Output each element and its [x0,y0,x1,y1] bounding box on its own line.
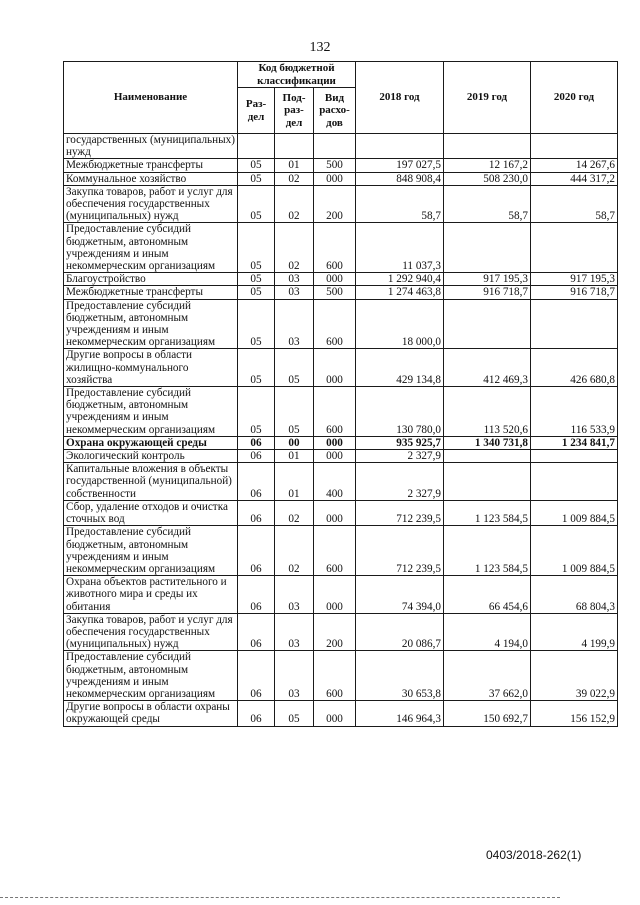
row-expense-type: 600 [314,651,356,701]
row-section: 06 [238,436,275,449]
row-value-2019: 4 194,0 [444,613,531,651]
row-section: 05 [238,299,275,349]
row-value-2020: 1 234 841,7 [531,436,618,449]
row-value-2018: 18 000,0 [356,299,444,349]
row-value-2019 [444,299,531,349]
row-section: 06 [238,576,275,614]
row-section: 06 [238,651,275,701]
row-name: Предоставление субсидий бюджетным, автономным учреждениям и иным некоммерческим организациям [64,387,238,437]
row-value-2019 [444,450,531,463]
row-value-2018: 20 086,7 [356,613,444,651]
table-row [64,349,618,387]
row-expense-type: 500 [314,286,356,299]
row-section: 05 [238,273,275,286]
row-value-2019: 66 454,6 [444,576,531,614]
row-name: Закупка товаров, работ и услуг для обеспечения государственных (муниципальных) нужд [64,613,238,651]
row-subsection [275,134,314,159]
row-value-2018: 2 327,9 [356,450,444,463]
row-subsection: 03 [275,299,314,349]
row-subsection: 03 [275,286,314,299]
row-name: Благоустройство [64,273,238,286]
row-section: 05 [238,172,275,185]
document-code: 0403/2018-262(1) [486,848,582,862]
row-expense-type: 000 [314,701,356,726]
row-value-2019: 58,7 [444,185,531,223]
row-value-2018: 74 394,0 [356,576,444,614]
table-row [64,172,618,185]
row-expense-type: 600 [314,387,356,437]
row-value-2020 [531,450,618,463]
row-value-2020 [531,299,618,349]
row-value-2019: 508 230,0 [444,172,531,185]
row-section: 06 [238,450,275,463]
row-value-2019 [444,134,531,159]
row-expense-type: 000 [314,450,356,463]
row-value-2020: 4 199,9 [531,613,618,651]
row-value-2018 [356,134,444,159]
row-subsection: 02 [275,185,314,223]
row-name: Предоставление субсидий бюджетным, автономным учреждениям и иным некоммерческим организациям [64,651,238,701]
page-number: 132 [309,40,331,55]
table-row [64,185,618,223]
row-value-2018: 712 239,5 [356,526,444,576]
row-value-2018: 1 274 463,8 [356,286,444,299]
row-value-2019: 412 469,3 [444,349,531,387]
table-row [64,436,618,449]
table-row [64,450,618,463]
row-name: Капитальные вложения в объекты государственной (муниципальной) собственности [64,463,238,501]
table-row [64,613,618,651]
row-value-2020 [531,134,618,159]
row-name: Межбюджетные трансферты [64,159,238,172]
row-subsection: 05 [275,387,314,437]
row-value-2018: 146 964,3 [356,701,444,726]
row-value-2019 [444,223,531,273]
row-value-2018: 2 327,9 [356,463,444,501]
row-value-2020: 39 022,9 [531,651,618,701]
row-value-2018: 429 134,8 [356,349,444,387]
row-subsection: 02 [275,526,314,576]
row-expense-type: 000 [314,576,356,614]
row-subsection: 05 [275,701,314,726]
row-value-2019: 917 195,3 [444,273,531,286]
row-name: Закупка товаров, работ и услуг для обеспечения государственных (муниципальных) нужд [64,185,238,223]
row-name: Сбор, удаление отходов и очистка сточных вод [64,500,238,525]
row-section: 06 [238,526,275,576]
row-value-2019: 1 123 584,5 [444,500,531,525]
row-subsection: 02 [275,223,314,273]
row-section: 06 [238,500,275,525]
row-expense-type: 000 [314,500,356,525]
row-value-2018: 935 925,7 [356,436,444,449]
row-expense-type: 000 [314,349,356,387]
table-row [64,701,618,726]
row-value-2019: 150 692,7 [444,701,531,726]
row-expense-type: 000 [314,273,356,286]
row-subsection: 03 [275,273,314,286]
row-section: 06 [238,701,275,726]
budget-table [63,61,618,727]
row-subsection: 01 [275,159,314,172]
table-row [64,286,618,299]
row-value-2020: 68 804,3 [531,576,618,614]
row-section: 06 [238,613,275,651]
row-subsection: 03 [275,651,314,701]
table-row [64,576,618,614]
row-expense-type: 600 [314,299,356,349]
row-subsection: 03 [275,576,314,614]
table-row [64,223,618,273]
row-subsection: 02 [275,500,314,525]
row-subsection: 01 [275,450,314,463]
header-subsection: Под-раз-дел [275,88,314,134]
row-value-2019: 113 520,6 [444,387,531,437]
row-section: 05 [238,159,275,172]
row-value-2020: 1 009 884,5 [531,526,618,576]
row-value-2019: 916 718,7 [444,286,531,299]
table-row [64,526,618,576]
row-value-2019: 12 167,2 [444,159,531,172]
header-expense-type: Вид расхо-дов [314,88,356,134]
row-section: 05 [238,185,275,223]
row-value-2020: 14 267,6 [531,159,618,172]
row-value-2020: 444 317,2 [531,172,618,185]
row-value-2019: 1 340 731,8 [444,436,531,449]
row-value-2018: 130 780,0 [356,387,444,437]
row-name: Другие вопросы в области охраны окружающей среды [64,701,238,726]
row-section: 05 [238,387,275,437]
row-section: 06 [238,463,275,501]
row-section: 05 [238,286,275,299]
header-year-2018: 2018 год [356,62,444,134]
row-subsection: 05 [275,349,314,387]
row-value-2018: 58,7 [356,185,444,223]
header-code-group: Код бюджетной классификации [238,62,356,88]
header-year-2019: 2019 год [444,62,531,134]
table-row [64,387,618,437]
table-row [64,463,618,501]
row-subsection: 00 [275,436,314,449]
row-value-2020 [531,223,618,273]
row-name: Охрана окружающей среды [64,436,238,449]
row-value-2018: 30 653,8 [356,651,444,701]
row-value-2020: 426 680,8 [531,349,618,387]
row-value-2018: 712 239,5 [356,500,444,525]
row-value-2020 [531,463,618,501]
table-row [64,500,618,525]
row-name: Предоставление субсидий бюджетным, автономным учреждениям и иным некоммерческим организациям [64,299,238,349]
row-value-2019: 1 123 584,5 [444,526,531,576]
row-expense-type: 000 [314,436,356,449]
row-name: Предоставление субсидий бюджетным, автономным учреждениям и иным некоммерческим организациям [64,223,238,273]
row-value-2020: 116 533,9 [531,387,618,437]
row-subsection: 03 [275,613,314,651]
row-expense-type: 200 [314,185,356,223]
row-expense-type: 200 [314,613,356,651]
row-name: Другие вопросы в области жилищно-коммунального хозяйства [64,349,238,387]
row-value-2018: 197 027,5 [356,159,444,172]
row-name: Экологический контроль [64,450,238,463]
table-row [64,134,618,159]
header-section: Раз-дел [238,88,275,134]
row-name: Коммунальное хозяйство [64,172,238,185]
row-expense-type: 600 [314,526,356,576]
row-name: Предоставление субсидий бюджетным, автономным учреждениям и иным некоммерческим организациям [64,526,238,576]
row-subsection: 02 [275,172,314,185]
row-value-2019: 37 662,0 [444,651,531,701]
table-row [64,273,618,286]
row-value-2020: 156 152,9 [531,701,618,726]
row-section: 05 [238,223,275,273]
table-row [64,299,618,349]
row-expense-type [314,134,356,159]
row-value-2018: 848 908,4 [356,172,444,185]
row-subsection: 01 [275,463,314,501]
table-row [64,651,618,701]
row-name: Межбюджетные трансферты [64,286,238,299]
row-value-2020: 58,7 [531,185,618,223]
footer-divider [0,897,560,898]
row-section: 05 [238,349,275,387]
row-value-2020: 916 718,7 [531,286,618,299]
row-value-2020: 1 009 884,5 [531,500,618,525]
row-expense-type: 400 [314,463,356,501]
row-value-2018: 11 037,3 [356,223,444,273]
row-name: Охрана объектов растительного и животного мира и среды их обитания [64,576,238,614]
row-section [238,134,275,159]
row-expense-type: 500 [314,159,356,172]
row-name: государственных (муниципальных) нужд [64,134,238,159]
row-value-2018: 1 292 940,4 [356,273,444,286]
row-value-2019 [444,463,531,501]
table-row [64,159,618,172]
header-year-2020: 2020 год [531,62,618,134]
header-name: Наименование [64,62,238,134]
row-value-2020: 917 195,3 [531,273,618,286]
row-expense-type: 000 [314,172,356,185]
row-expense-type: 600 [314,223,356,273]
